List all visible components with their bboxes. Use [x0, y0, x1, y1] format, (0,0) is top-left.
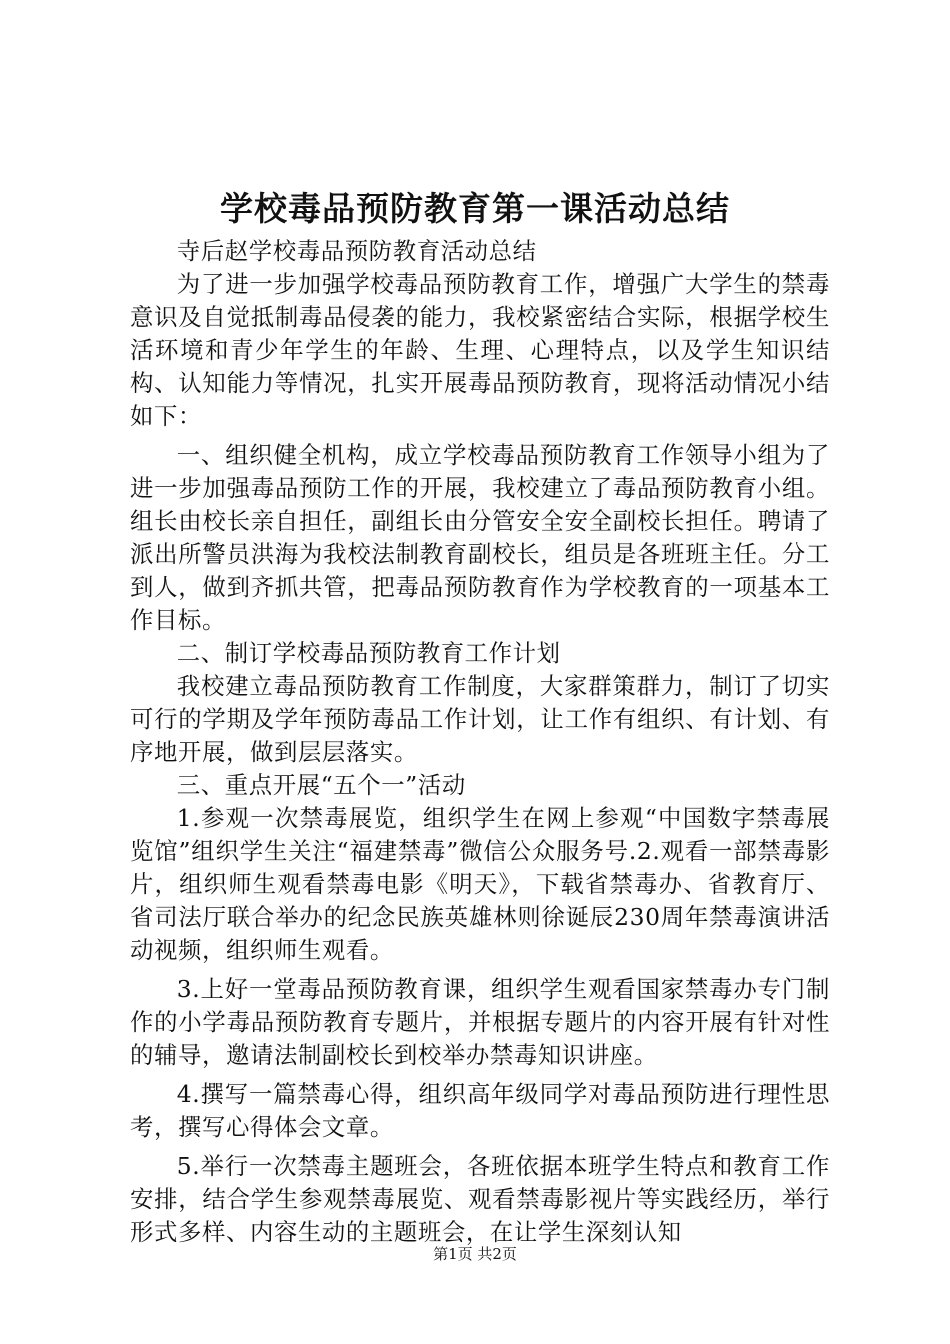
paragraph-subtitle: 寺后赵学校毒品预防教育活动总结 — [176, 237, 537, 265]
paragraph-activity-5: 5.举行一次禁毒主题班会，各班依据本班学生特点和教育工作安排，结合学生参观禁毒展览、观看禁毒影视片等实践经历，举行形式多样、内容生动的主题班会，在让学生深刻认知 — [130, 1152, 830, 1246]
page-footer: 第1页 共2页 — [433, 1245, 517, 1263]
paragraph-section-3-heading: 三、重点开展“五个一”活动 — [176, 771, 466, 799]
paragraph-activity-4: 4.撰写一篇禁毒心得，组织高年级同学对毒品预防进行理性思考，撰写心得体会文章。 — [130, 1080, 830, 1141]
paragraph-activity-3: 3.上好一堂毒品预防教育课，组织学生观看国家禁毒办专门制作的小学毒品预防教育专题片，并根据专题片的内容开展有针对性的辅导，邀请法制副校长到校举办禁毒知识讲座。 — [130, 975, 830, 1069]
paragraph-section-2-heading: 二、制订学校毒品预防教育工作计划 — [176, 639, 561, 667]
paragraph-activity-1-2: 1.参观一次禁毒展览，组织学生在网上参观“中国数字禁毒展览馆”组织学生关注“福建禁毒”微信公众服务号.2.观看一部禁毒影片，组织师生观看禁毒电影《明天》，下载省禁毒办、省教育厅、省司法厅联合举办的纪念民族英雄林则徐诞辰230周年禁毒演讲活动视频，组织师生观看。 — [130, 804, 830, 964]
document-title: 学校毒品预防教育第一课活动总结 — [220, 189, 730, 228]
paragraph-section-1: 一、组织健全机构，成立学校毒品预防教育工作领导小组为了进一步加强毒品预防工作的开展，我校建立了毒品预防教育小组。组长由校长亲自担任，副组长由分管安全安全副校长担任。聘请了派出所警员洪海为我校法制教育副校长，组员是各班班主任。分工到人，做到齐抓共管，把毒品预防教育作为学校教育的一项基本工作目标。 — [130, 441, 830, 634]
document-body — [130, 235, 830, 1249]
paragraph-intro: 为了进一步加强学校毒品预防教育工作，增强广大学生的禁毒意识及自觉抵制毒品侵袭的能力，我校紧密结合实际，根据学校生活环境和青少年学生的年龄、生理、心理特点，以及学生知识结构、认知能力等情况，扎实开展毒品预防教育，现将活动情况小结如下： — [130, 270, 830, 430]
paragraph-section-2-body: 我校建立毒品预防教育工作制度，大家群策群力，制订了切实可行的学期及学年预防毒品工作计划，让工作有组织、有计划、有序地开展，做到层层落实。 — [130, 672, 830, 766]
